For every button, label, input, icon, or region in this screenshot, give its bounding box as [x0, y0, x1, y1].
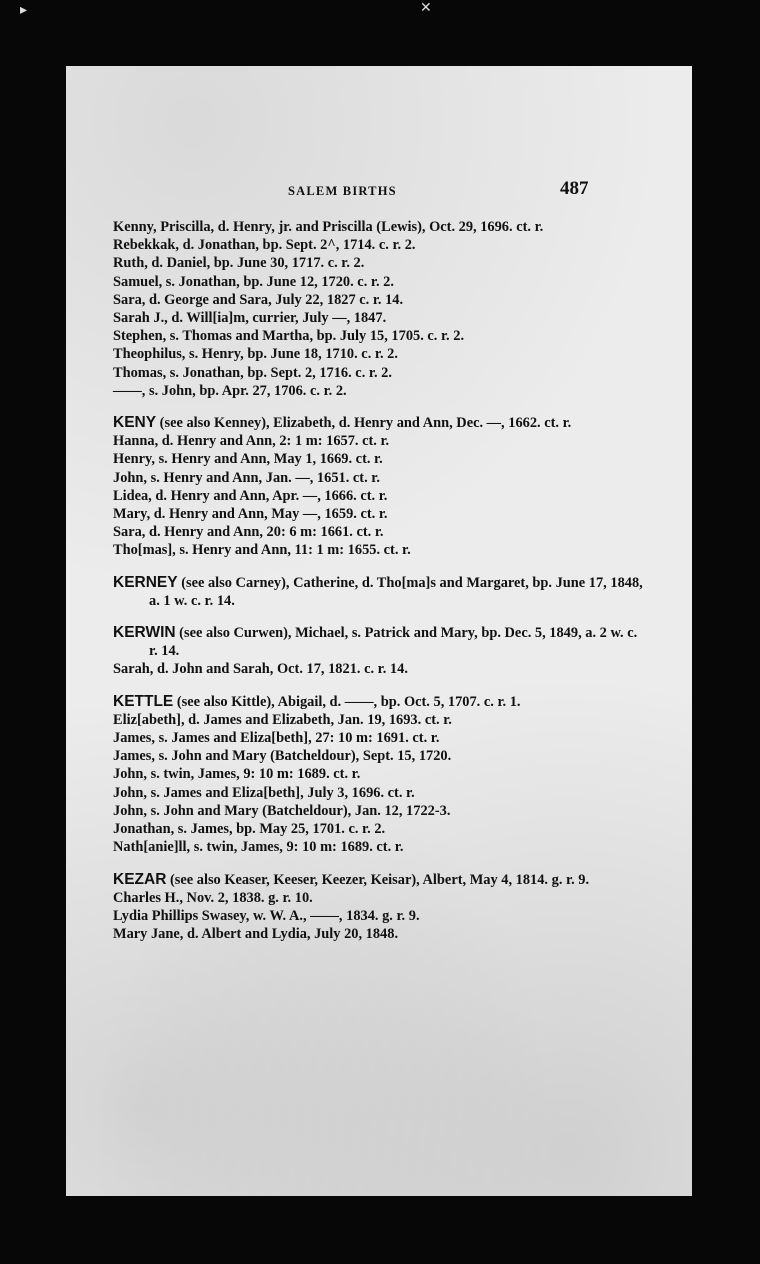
- entry-name: Tho[mas],: [113, 542, 176, 559]
- page-number: 487: [560, 178, 589, 199]
- register-entry: [113, 505, 645, 523]
- entry-details: s. Henry and Ann, Jan. —, 1651. ct. r.: [147, 469, 380, 486]
- register-entry: [113, 660, 645, 678]
- entry-details: (see also Kenney), Elizabeth, d. Henry and Ann, Dec. —, 1662. ct. r.: [156, 415, 572, 432]
- entry-details: Priscilla, d. Henry, jr. and Priscilla (Lewis), Oct. 29, 1696. ct. r.: [156, 219, 544, 235]
- register-entry: [113, 469, 645, 487]
- entry-details: s. twin, James, 9: 10 m: 1689. ct. r.: [190, 839, 404, 856]
- register-entry: [113, 327, 645, 345]
- document-page: [66, 66, 692, 1196]
- entry-name: John,: [113, 802, 147, 819]
- register-entry: [113, 802, 645, 820]
- entry-details: (see also Keaser, Keeser, Keezer, Keisar), Albert, May 4, 1814. g. r. 9.: [166, 871, 590, 888]
- entry-name: Stephen,: [113, 328, 167, 345]
- entry-details: s. Thomas and Martha, bp. July 15, 1705. c. r. 2.: [166, 328, 465, 345]
- entry-details: s. Henry and Ann, May 1, 1669. ct. r.: [154, 451, 383, 468]
- entry-details: (see also Kittle), Abigail, d. ——, bp. Oct. 5, 1707. c. r. 1.: [173, 693, 521, 710]
- register-entry: [113, 345, 645, 363]
- surname-section: [113, 414, 645, 560]
- running-head: SALEM BIRTHS: [288, 184, 397, 198]
- register-entry: [113, 747, 645, 765]
- register-entries: [113, 218, 645, 943]
- entry-name: Sarah J.,: [113, 310, 168, 327]
- entry-name: Henry,: [113, 451, 155, 468]
- entry-name: Eliz[abeth],: [113, 711, 185, 728]
- register-entry: [113, 523, 645, 541]
- entry-name: KERNEY: [113, 573, 178, 591]
- register-entry: [113, 925, 645, 943]
- entry-details: d. Will[ia]m, currier, July —, 1847.: [167, 310, 387, 327]
- entry-name: John,: [113, 469, 147, 486]
- entry-name: Mary Jane,: [113, 926, 184, 943]
- entry-name: Lydia Phillips Swasey,: [113, 907, 250, 924]
- register-entry: [113, 871, 645, 889]
- entry-name: KEZAR: [113, 870, 167, 888]
- entry-name: Thomas,: [113, 364, 167, 381]
- register-entry: [113, 820, 645, 838]
- entry-details: s. James, bp. May 25, 1701. c. r. 2.: [174, 821, 386, 838]
- register-entry: [113, 907, 645, 925]
- surname-section: [113, 624, 645, 679]
- entry-details: s. Henry, bp. June 18, 1710. c. r. 2.: [185, 346, 398, 363]
- register-entry: [113, 309, 645, 327]
- entry-name: Jonathan,: [113, 821, 175, 838]
- entry-details: s. John, bp. Apr. 27, 1706. c. r. 2.: [145, 382, 347, 399]
- entry-name: KERWIN: [113, 624, 176, 642]
- entry-details: s. James and Eliza[beth], July 3, 1696. ct. r.: [147, 784, 415, 801]
- entry-details: s. Jonathan, bp. Sept. 2, 1716. c. r. 2.: [166, 364, 392, 381]
- surname-section: [113, 574, 645, 610]
- register-entry: [113, 729, 645, 747]
- entry-details: Nov. 2, 1838. g. r. 10.: [182, 889, 313, 906]
- register-entry: [113, 487, 645, 505]
- entry-name: Ruth,: [113, 255, 148, 272]
- entry-name: Charles H.,: [113, 889, 183, 906]
- entry-name: James,: [113, 748, 155, 765]
- entry-details: s. James and Eliza[beth], 27: 10 m: 1691. ct. r.: [154, 730, 440, 747]
- entry-details: s. Jonathan, bp. June 12, 1720. c. r. 2.: [162, 273, 394, 290]
- surname-section: [113, 218, 645, 400]
- entry-name: Samuel,: [113, 273, 163, 290]
- entry-name: KETTLE: [113, 692, 174, 710]
- entry-name: Sara,: [113, 524, 146, 541]
- entry-details: s. John and Mary (Batcheldour), Jan. 12, 1722-3.: [147, 802, 451, 819]
- entry-name: James,: [113, 730, 155, 747]
- register-entry: [113, 711, 645, 729]
- entry-name: Sara,: [113, 291, 146, 308]
- entry-details: d. Henry and Ann, 20: 6 m: 1661. ct. r.: [145, 524, 384, 541]
- entry-details: d. Albert and Lydia, July 20, 1848.: [183, 926, 399, 943]
- entry-name: John,: [113, 784, 147, 801]
- register-entry: [113, 254, 645, 272]
- entry-name: Sarah,: [113, 661, 154, 678]
- film-speck: ✕: [420, 1, 432, 16]
- register-entry: [113, 291, 645, 309]
- entry-details: (see also Carney), Catherine, d. Tho[ma]s and Margaret, bp. June 17, 1848, a. 1 w. c. r. 14.: [149, 574, 643, 609]
- entry-name: Nath[anie]ll,: [113, 839, 191, 856]
- entry-details: d. Henry and Ann, May —, 1659. ct. r.: [150, 506, 388, 523]
- register-entry: [113, 784, 645, 802]
- register-entry: [113, 218, 645, 236]
- entry-details: s. Henry and Ann, 11: 1 m: 1655. ct. r.: [175, 542, 411, 559]
- entry-details: d. Henry and Ann, Apr. —, 1666. ct. r.: [151, 487, 388, 504]
- register-entry: [113, 273, 645, 291]
- entry-details: d. James and Elizabeth, Jan. 19, 1693. ct. r.: [184, 711, 452, 728]
- register-entry: [113, 236, 645, 254]
- register-entry: [113, 364, 645, 382]
- register-entry: [113, 450, 645, 468]
- entry-details: s. John and Mary (Batcheldour), Sept. 15, 1720.: [154, 748, 452, 765]
- register-entry: [113, 541, 645, 559]
- register-entry: [113, 889, 645, 907]
- entry-details: d. George and Sara, July 22, 1827 c. r. 14.: [145, 291, 404, 308]
- entry-details: d. Daniel, bp. June 30, 1717. c. r. 2.: [147, 255, 365, 272]
- entry-name: Lidea,: [113, 487, 152, 504]
- entry-details: d. Jonathan, bp. Sept. 2^, 1714. c. r. 2.: [178, 237, 416, 254]
- entry-name: Theophilus,: [113, 346, 186, 363]
- entry-name: John,: [113, 766, 147, 783]
- register-entry: [113, 693, 645, 711]
- entry-details: d. Henry and Ann, 2: 1 m: 1657. ct. r.: [158, 433, 390, 450]
- entry-name: Hanna,: [113, 433, 159, 450]
- entry-name: KENY: [113, 414, 157, 432]
- register-entry: [113, 765, 645, 783]
- register-entry: [113, 414, 645, 432]
- register-entry: [113, 574, 645, 610]
- entry-details: s. twin, James, 9: 10 m: 1689. ct. r.: [147, 766, 361, 783]
- register-entry: [113, 432, 645, 450]
- entry-name: ——,: [113, 382, 146, 399]
- entry-name: Mary,: [113, 506, 151, 523]
- entry-details: d. John and Sarah, Oct. 17, 1821. c. r. 14.: [153, 661, 408, 678]
- register-entry: [113, 624, 645, 660]
- entry-name: Kenny,: [113, 219, 157, 235]
- surname-section: [113, 693, 645, 857]
- entry-name: Rebekkak,: [113, 237, 179, 254]
- register-entry: [113, 838, 645, 856]
- surname-section: [113, 871, 645, 944]
- register-entry: [113, 382, 645, 400]
- film-speck: ▸: [20, 3, 28, 18]
- entry-details: w. W. A., ——, 1834. g. r. 9.: [249, 907, 420, 924]
- entry-details: (see also Curwen), Michael, s. Patrick and Mary, bp. Dec. 5, 1849, a. 2 w. c. r. 14.: [149, 625, 638, 660]
